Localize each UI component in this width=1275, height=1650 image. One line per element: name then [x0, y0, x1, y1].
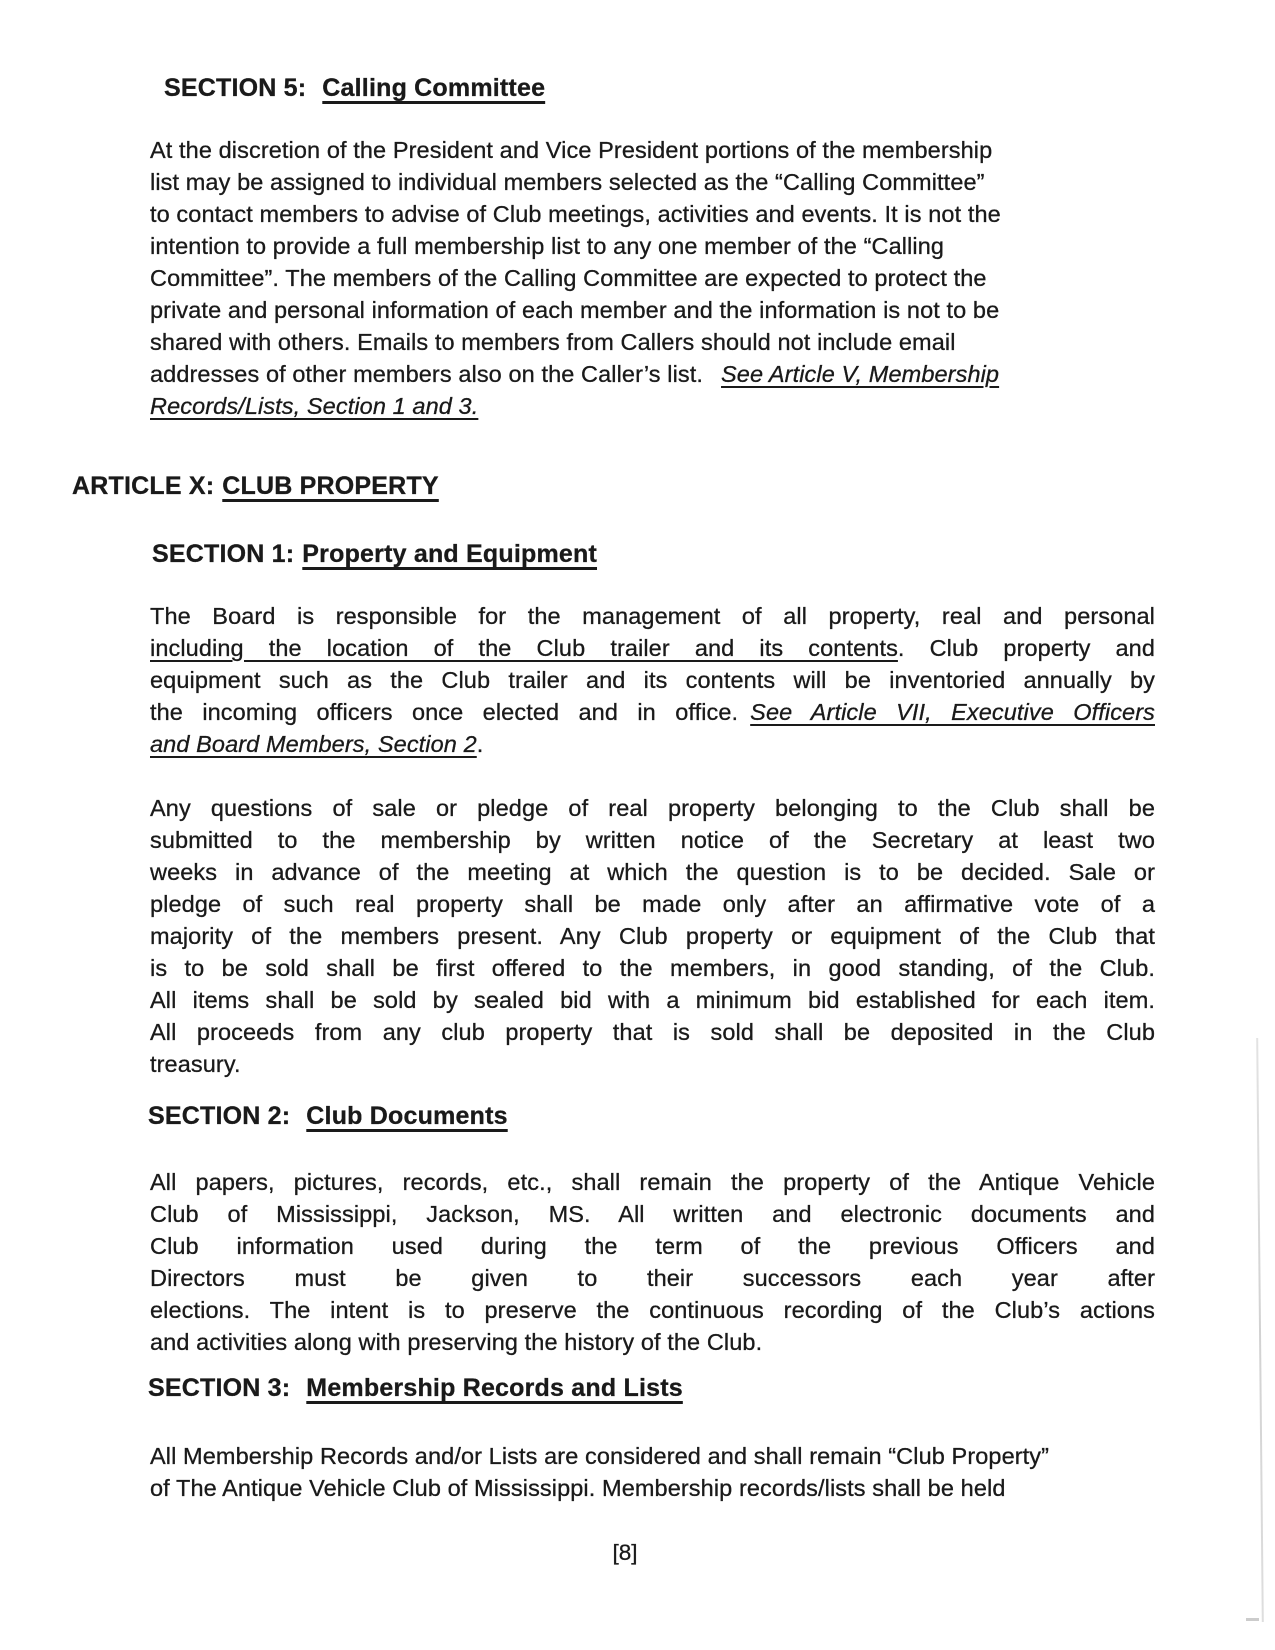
paragraph-club-documents — [150, 1166, 1155, 1358]
paragraph-property-management — [150, 600, 1155, 760]
section-2-heading — [148, 1100, 1275, 1132]
text-line: submitted to the membership by written notice of the Secretary at least two — [150, 827, 1155, 853]
text-line: Any questions of sale or pledge of real property belonging to the Club shall be — [150, 795, 1155, 821]
text-line: equipment such as the Club trailer and its contents will be inventoried annually by — [150, 667, 1155, 693]
section-5-heading-title: Calling Committee — [322, 74, 546, 102]
text-line: and activities along with preserving the history of the Club. — [150, 1329, 763, 1355]
section-2-heading-prefix: SECTION 2: — [148, 1102, 291, 1130]
section-2-heading-title: Club Documents — [306, 1102, 508, 1130]
text-line — [150, 728, 1155, 760]
text-line: Club of Mississippi, Jackson, MS. All written and electronic documents and — [150, 1201, 1155, 1227]
article-x-heading — [72, 470, 1275, 502]
text-run: . — [476, 731, 484, 757]
text-run: . Club property and — [897, 635, 1155, 661]
cross-reference: See Article V, Membership — [721, 361, 1000, 387]
text-line: elections. The intent is to preserve the continuous recording of the Club’s actions — [150, 1297, 1155, 1323]
section-3-heading — [148, 1372, 1275, 1404]
text-run: the incoming officers once elected and in office. — [150, 699, 739, 725]
text-line: treasury. — [150, 1051, 241, 1077]
text-line: is to be sold shall be first offered to the members, in good standing, of the Club. — [150, 955, 1155, 981]
text-line: list may be assigned to individual members selected as the “Calling Committee” — [150, 169, 985, 195]
cross-reference: and Board Members, Section 2 — [150, 731, 477, 757]
cross-reference: Records/Lists, Section 1 and 3. — [150, 393, 479, 419]
text-line: Directors must be given to their successors each year after — [150, 1265, 1155, 1291]
section-3-heading-prefix: SECTION 3: — [148, 1374, 291, 1402]
text-line — [150, 390, 1155, 422]
text-line: intention to provide a full membership list to any one member of the “Calling — [150, 233, 945, 259]
text-line — [150, 696, 1155, 728]
page-number: [8] — [612, 1540, 638, 1565]
text-line: All items shall be sold by sealed bid with a minimum bid established for each item. — [150, 987, 1155, 1013]
text-line: majority of the members present. Any Club property or equipment of the Club that — [150, 923, 1155, 949]
article-x-heading-title: CLUB PROPERTY — [222, 472, 439, 500]
paragraph-sale-or-pledge — [150, 792, 1155, 1080]
underlined-clause: including the location of the Club trailer and its contents — [150, 635, 898, 661]
text-line — [150, 632, 1155, 664]
section-5-heading — [164, 0, 1275, 104]
text-line: At the discretion of the President and Vice President portions of the membership — [150, 137, 993, 163]
text-line: Committee”. The members of the Calling Committee are expected to protect the — [150, 265, 987, 291]
paragraph-calling-committee — [150, 134, 1155, 422]
text-line: shared with others. Emails to members from Callers should not include email — [150, 329, 956, 355]
section-5-heading-prefix: SECTION 5: — [164, 74, 307, 102]
text-line: All papers, pictures, records, etc., shall remain the property of the Antique Vehicle — [150, 1169, 1155, 1195]
text-line: of The Antique Vehicle Club of Mississippi. Membership records/lists shall be held — [150, 1475, 1006, 1501]
text-run: addresses of other members also on the Caller’s list. — [150, 361, 704, 387]
article-x-heading-prefix: ARTICLE X: — [72, 472, 215, 500]
paragraph-membership-records — [150, 1440, 1155, 1504]
text-line: pledge of such real property shall be made only after an affirmative vote of a — [150, 891, 1155, 917]
text-line: The Board is responsible for the management of all property, real and personal — [150, 603, 1155, 629]
text-line: Club information used during the term of the previous Officers and — [150, 1233, 1155, 1259]
text-line: All proceeds from any club property that is sold shall be deposited in the Club — [150, 1019, 1155, 1045]
page-footer — [0, 1538, 1250, 1568]
section-1-heading — [152, 538, 1275, 570]
text-line: private and personal information of each member and the information is not to be — [150, 297, 1000, 323]
cross-reference: See Article VII, Executive Officers — [750, 699, 1155, 725]
section-3-heading-title: Membership Records and Lists — [306, 1374, 683, 1402]
section-1-heading-title: Property and Equipment — [302, 540, 598, 568]
scan-artifact-tick — [1246, 1618, 1259, 1621]
section-1-heading-prefix: SECTION 1: — [152, 540, 295, 568]
text-line: to contact members to advise of Club meetings, activities and events. It is not the — [150, 201, 1001, 227]
text-line: All Membership Records and/or Lists are considered and shall remain “Club Property” — [150, 1443, 1050, 1469]
text-line: weeks in advance of the meeting at which the question is to be decided. Sale or — [150, 859, 1155, 885]
text-line — [150, 358, 1155, 390]
